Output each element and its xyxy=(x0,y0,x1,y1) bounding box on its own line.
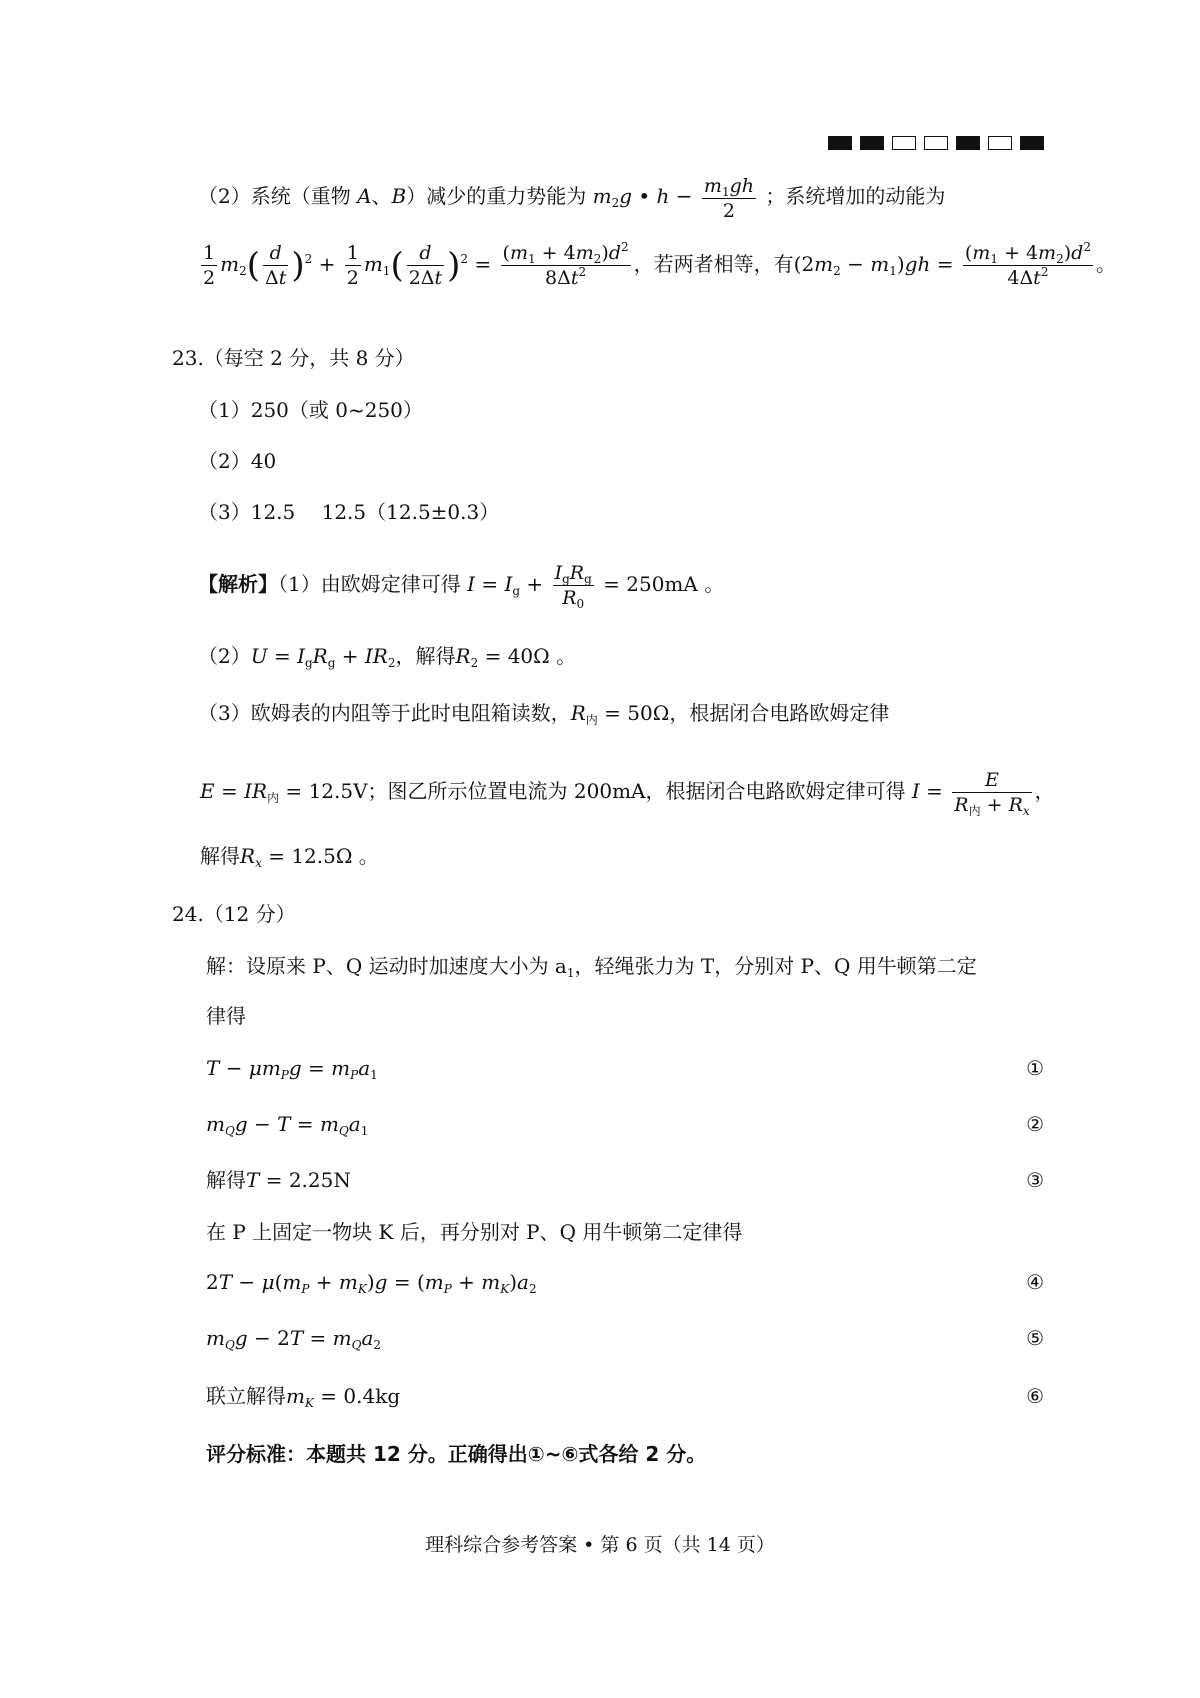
q23-answer-2: （2）40 xyxy=(198,449,277,473)
equation-4-number: ④ xyxy=(1026,1270,1044,1294)
equation-1-number: ① xyxy=(1026,1056,1044,1080)
q23-analysis-3: （3）欧姆表的内阻等于此时电阻箱读数，$R_内 = 50\Omega$，根据闭合电路欧姆定律 xyxy=(198,701,890,727)
rx-result: 12.5Ω 。 xyxy=(291,844,379,868)
solution-text-1b: ，轻绳张力为 T，分别对 P、Q 用牛顿第二定 xyxy=(574,954,977,978)
equation-5-number: ⑤ xyxy=(1026,1326,1044,1350)
q23-analysis-1 xyxy=(198,561,724,610)
sub-nei: 内 xyxy=(267,791,280,805)
q22-mid-text: ；系统增加的动能为 xyxy=(765,184,946,208)
emf-value: 12.5V xyxy=(308,779,368,803)
current-ohm-formula: I = $\frac{E}{R_内 + R_x}$ ， xyxy=(911,769,1055,818)
q24-solution-line2: 律得 xyxy=(206,1004,246,1028)
q23-analysis-3b: $E = IR_内 = 12.5V$；图乙所示位置电流为 200mA，根据闭合电路欧姆定律可得 I = $\frac{E}{R_内 + R_x}$ ， xyxy=(200,769,1055,818)
q22-part2-line2 xyxy=(198,240,1116,290)
q22-intro-text: （2）系统（重物 xyxy=(198,184,351,208)
tension-value: 2.25N xyxy=(288,1168,351,1192)
page-mark-filled xyxy=(1020,136,1044,150)
current-formula: $I = I_g$ + $\frac{I_gR_g}{R_0}$ = xyxy=(467,562,627,611)
sub-nei: 内 xyxy=(585,713,598,727)
q24-middle-text: 在 P 上固定一物块 K 后，再分别对 P、Q 用牛顿第二定律得 xyxy=(206,1220,743,1244)
equation-2: $m_Qg - T = m_Qa_1$ xyxy=(206,1112,369,1138)
analysis-2-mid: ，解得 xyxy=(395,644,456,668)
equation-6-number: ⑥ xyxy=(1026,1384,1044,1408)
equation-3-number: ③ xyxy=(1026,1168,1044,1192)
analysis-2-result: 40Ω 。 xyxy=(507,644,577,668)
page-mark-empty xyxy=(988,136,1012,150)
object-b-label: B xyxy=(391,184,407,208)
equation-3: 解得T = 2.25N xyxy=(206,1168,351,1192)
page-mark-empty xyxy=(924,136,948,150)
eq6-prefix: 联立解得 xyxy=(206,1384,286,1408)
equation-2-number: ② xyxy=(1026,1112,1044,1136)
q23-answer-1: （1）250（或 0~250） xyxy=(198,398,423,422)
analysis-1-text: （1）由欧姆定律可得 xyxy=(278,572,461,596)
voltage-formula: $U = I_gR_g + IR_2$ xyxy=(250,644,396,670)
scoring-criteria: 评分标准：本题共 12 分。正确得出①~⑥式各给 2 分。 xyxy=(206,1442,707,1466)
analysis-3-text: （3）欧姆表的内阻等于此时电阻箱读数， xyxy=(198,701,571,725)
analysis-3-post: ，根据闭合电路欧姆定律 xyxy=(669,701,890,725)
mass-k-value: 0.4kg xyxy=(343,1384,401,1408)
internal-resistance-value: 50Ω xyxy=(627,701,670,725)
q23-answer-3: （3）12.5 12.5（12.5±0.3） xyxy=(198,500,500,524)
q23-analysis-2: $(2)U = I_gR_g + IR_2$，解得$R_2 = 40\Omega$ 。 xyxy=(198,644,577,670)
page-marks xyxy=(828,136,1044,152)
q22-part2-line1 xyxy=(198,174,945,223)
q24-header: 24.（12 分） xyxy=(172,902,296,926)
potential-energy-formula: $m_2g$ • h − $\frac{m_1gh}{2}$ xyxy=(592,175,754,222)
q24-solution-line1: 解：设原来 P、Q 运动时加速度大小为 $a_1$，轻绳张力为 T，分别对 P、Q 用牛顿第二定 xyxy=(206,954,977,980)
kinetic-energy-formula: $\frac{1}{2}$ $m_2$( $\frac{d}{\Delta t}$ )$^2$ + $\frac{1}{2}$ $m_1$( $\frac{d}{2\Delta t}$ )$^2$ = $\frac{(m_1 + 4m_2)d^2}{8\Delta t^2}$ xyxy=(203,240,629,289)
page-footer: 理科综合参考答案 • 第 6 页（共 14 页） xyxy=(425,1534,775,1556)
analysis-3c-prefix: 解得 xyxy=(200,844,240,868)
equation-6: 联立解得$m_K = 0.4kg$ xyxy=(206,1384,401,1410)
analysis-3b-text: ；图乙所示位置电流为 200mA，根据闭合电路欧姆定律可得 xyxy=(367,779,906,803)
q23-analysis-3c: 解得$R_x = 12.5\Omega$ 。 xyxy=(200,844,379,870)
equality-formula: $(2m_2 - m_1)gh$ = $\frac{(m_1 + 4m_2)d^2}{4\Delta t^2}$ xyxy=(793,240,1091,289)
page-mark-filled xyxy=(828,136,852,150)
analysis-label: 【解析】 xyxy=(198,572,278,596)
equation-5: $m_Qg - 2T = m_Qa_2$ xyxy=(206,1326,382,1352)
equation-1: $T - \mu m_Pg = m_Pa_1$ xyxy=(206,1056,378,1082)
separator: 、 xyxy=(371,184,392,208)
solution-text-1: 解：设原来 P、Q 运动时加速度大小为 a xyxy=(206,954,567,978)
object-a-label: A xyxy=(357,184,372,208)
q22-tail1-text: ，若两者相等，有 xyxy=(633,252,794,276)
page-mark-empty xyxy=(892,136,916,150)
analysis-1-result: 250mA 。 xyxy=(626,572,725,596)
page-mark-filled xyxy=(860,136,884,150)
q23-header: 23.（每空 2 分，共 8 分） xyxy=(172,346,415,370)
q22-rest-text: ）减少的重力势能为 xyxy=(406,184,587,208)
equation-4: $2T - \mu(m_P + m_K)g = (m_P + m_K)a_2$ xyxy=(206,1270,537,1296)
eq3-prefix: 解得 xyxy=(206,1168,246,1192)
analysis-2-prefix: （2） xyxy=(198,644,251,668)
period: 。 xyxy=(1095,252,1116,276)
sub-nei: 内 xyxy=(968,804,981,818)
page-mark-filled xyxy=(956,136,980,150)
